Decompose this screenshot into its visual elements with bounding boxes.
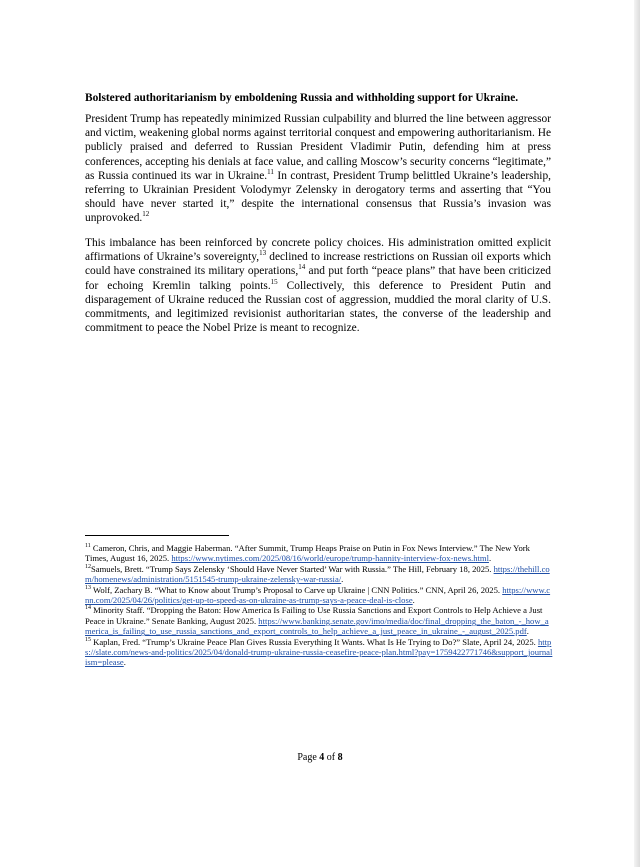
footnote-ref-14[interactable]: 14: [298, 263, 306, 272]
footnote-end: .: [526, 626, 529, 637]
footnote-ref-11[interactable]: 11: [267, 168, 274, 177]
footnote-ref-15[interactable]: 15: [270, 277, 278, 286]
footnote-number: 11: [85, 543, 91, 550]
page-label: Page: [297, 752, 320, 763]
footnote-15: [85, 637, 553, 668]
footnote-text: Minority Staff. “Dropping the Baton: How America Is Failing to Use Russia Sanctions and Export Controls to Help Achieve a Just Peace in Ukraine.” Senate Banking, August 2025.: [85, 605, 543, 626]
footnote-text: Cameron, Chris, and Maggie Haberman. “After Summit, Trump Heaps Praise on Putin in Fox News Interview.” The New York Times, August 16, 2025.: [85, 543, 530, 564]
footnote-11: [85, 543, 553, 564]
footnote-number: 14: [85, 605, 91, 612]
total-pages: 8: [337, 752, 343, 763]
footnote-ref-12[interactable]: 12: [142, 210, 150, 219]
footnote-link[interactable]: https://www.nytimes.com/2025/08/16/world/europe/trump-hannity-interview-fox-news.html: [171, 553, 489, 564]
footnote-13: [85, 585, 553, 606]
footnote-end: .: [488, 553, 492, 564]
body-paragraph-1: [85, 112, 551, 226]
footnote-14: [85, 605, 553, 636]
footnote-link[interactable]: https://www.banking.senate.gov/imo/media/doc/final_dropping_the_baton_-_how_america_is_failing_to_use_russia_sanctions_and_export_controls_to_help_achieve_a_just_peace_in_ukraine_-_august_2025.pdf: [85, 615, 549, 637]
footnote-text: Samuels, Brett. “Trump Says Zelensky ‘Should Have Never Started’ War with Russia.” The Hill, February 18, 2025.: [91, 563, 494, 574]
footnote-number: 12: [85, 563, 91, 570]
page-edge-shadow: [634, 0, 640, 867]
footnote-end: .: [412, 595, 415, 606]
section-heading: Bolstered authoritarianism by emboldening Russia and withholding support for Ukraine.: [85, 92, 519, 104]
footnote-end: .: [341, 574, 344, 585]
paragraph-text: and put forth “peace plans” that have been criticized for echoing Kremlin talking points.: [85, 265, 551, 292]
paragraph-text: declined to increase restrictions on Russian oil exports which could have constrained its military operations,: [85, 251, 551, 278]
footnote-text: Kaplan, Fred. “Trump’s Ukraine Peace Plan Gives Russia Everything It Wants. What Is He Trying to Do?” Slate, April 24, 2025.: [91, 636, 538, 647]
footnote-number: 13: [85, 584, 91, 591]
paragraph-text: In contrast, President Trump belittled Ukraine’s leadership, referring to Ukrainian President Volodymyr Zelensky in derogatory terms and asserting that “You should have never started it,” despite the international consensus that Russia’s invasion was unprovoked.: [85, 169, 551, 225]
footnote-link[interactable]: https://slate.com/news-and-politics/2025/04/donald-trump-ukraine-russia-ceasefire-peace-plan.html?pay=1759422771746&support_journalism=please: [85, 636, 553, 668]
footnote-ref-13[interactable]: 13: [259, 249, 267, 258]
current-page: 4: [319, 752, 325, 763]
footnote-link[interactable]: https://www.cnn.com/2025/04/26/politics/get-up-to-speed-as-on-ukraine-as-trump-says-a-peace-deal-is-close: [85, 584, 551, 606]
paragraph-text: This imbalance has been reinforced by concrete policy choices. His administration omitted explicit affirmations of Ukraine’s sovereignty,: [85, 237, 551, 264]
body-paragraph-2: [85, 236, 551, 335]
footnote-end: .: [123, 657, 126, 668]
page-separator: of: [324, 752, 338, 763]
paragraph-text: President Trump has repeatedly minimized Russian culpability and blurred the line between aggressor and victim, weakening global norms against territorial conquest and empowering authoritarianism. He publicly praised and deferred to Russian President Vladimir Putin, defending him at press conferences, accepting his denials at face value, and calling Moscow’s security concerns “legitimate,” as Russia continued its war in Ukraine.: [85, 113, 551, 182]
footnotes: [85, 543, 553, 668]
footnote-separator: [85, 535, 229, 536]
footnote-number: 15: [85, 636, 91, 643]
page-number: [0, 752, 640, 764]
footnote-12: [85, 564, 553, 585]
footnote-text: Wolf, Zachary B. “What to Know about Trump’s Proposal to Carve up Ukraine | CNN Politics.” CNN, April 26, 2025.: [91, 584, 503, 595]
footnote-link[interactable]: https://thehill.com/homenews/administration/5151545-trump-ukraine-zelensky-war-russia/: [85, 563, 550, 585]
paragraph-text: Collectively, this deference to President Putin and disparagement of Ukraine reduced the Russian cost of aggression, muddied the moral clarity of U.S. commitments, and legitimized revisionist authoritarian states, the converse of the leadership and commitment to peace the Nobel Prize is meant to recognize.: [85, 279, 551, 335]
